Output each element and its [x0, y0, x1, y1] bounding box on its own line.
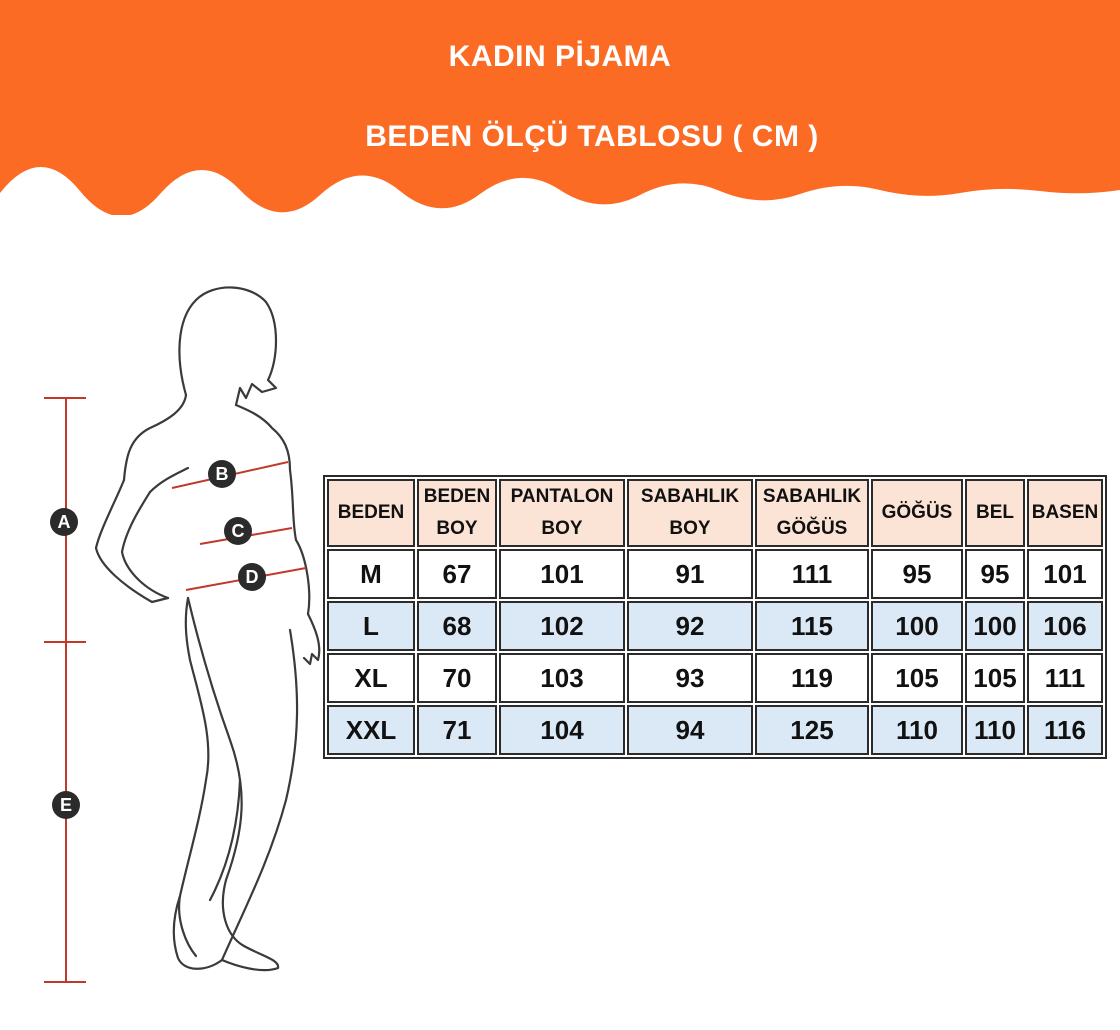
cell-sabahlik-gogus: 111 [755, 549, 869, 599]
cell-sabahlik-gogus: 125 [755, 705, 869, 755]
cell-pantalon-boy: 101 [499, 549, 625, 599]
cell-basen: 116 [1027, 705, 1103, 755]
cell-size: L [327, 601, 415, 651]
cell-sabahlik-boy: 93 [627, 653, 753, 703]
cell-basen: 101 [1027, 549, 1103, 599]
cell-gogus: 100 [871, 601, 963, 651]
header-background [0, 0, 1120, 215]
page-subtitle: BEDEN ÖLÇÜ TABLOSU ( CM ) [365, 120, 819, 153]
cell-bel: 105 [965, 653, 1025, 703]
header-banner [0, 0, 1120, 215]
cell-beden-boy: 70 [417, 653, 497, 703]
cell-bel: 95 [965, 549, 1025, 599]
cell-pantalon-boy: 104 [499, 705, 625, 755]
column-header-basen: BASEN [1027, 479, 1103, 547]
table-row-xl [327, 653, 1103, 703]
size-chart-table [323, 475, 1107, 759]
measure-ruler [44, 398, 86, 982]
cell-sabahlik-boy: 91 [627, 549, 753, 599]
cell-beden-boy: 67 [417, 549, 497, 599]
cell-pantalon-boy: 102 [499, 601, 625, 651]
svg-text:A: A [57, 512, 71, 532]
marker-b [208, 460, 236, 488]
table-header-row [327, 479, 1103, 547]
cell-beden-boy: 71 [417, 705, 497, 755]
cell-basen: 106 [1027, 601, 1103, 651]
cell-sabahlik-boy: 94 [627, 705, 753, 755]
svg-text:D: D [245, 567, 259, 587]
cell-size: M [327, 549, 415, 599]
marker-a [50, 508, 78, 536]
page-title: KADIN PİJAMA [448, 40, 672, 73]
table-row-m [327, 549, 1103, 599]
column-header-gogus: GÖĞÜS [871, 479, 963, 547]
svg-text:E: E [59, 795, 73, 815]
marker-d [238, 563, 266, 591]
cell-sabahlik-gogus: 119 [755, 653, 869, 703]
cell-bel: 100 [965, 601, 1025, 651]
table-row-xxl [327, 705, 1103, 755]
marker-e [52, 791, 80, 819]
column-header-beden: BEDEN [327, 479, 415, 547]
cell-sabahlik-boy: 92 [627, 601, 753, 651]
svg-text:B: B [215, 464, 229, 484]
cell-beden-boy: 68 [417, 601, 497, 651]
cell-bel: 110 [965, 705, 1025, 755]
column-header-sabahlik-boy: SABAHLIK BOY [627, 479, 753, 547]
column-header-beden-boy: BEDEN BOY [417, 479, 497, 547]
column-header-bel: BEL [965, 479, 1025, 547]
body-figure-illustration [0, 270, 340, 1010]
cell-basen: 111 [1027, 653, 1103, 703]
svg-text:C: C [231, 521, 245, 541]
cell-size: XXL [327, 705, 415, 755]
cell-gogus: 110 [871, 705, 963, 755]
column-header-sabahlik-gogus: SABAHLIK GÖĞÜS [755, 479, 869, 547]
cell-gogus: 95 [871, 549, 963, 599]
cell-pantalon-boy: 103 [499, 653, 625, 703]
cell-gogus: 105 [871, 653, 963, 703]
column-header-pantalon-boy: PANTALON BOY [499, 479, 625, 547]
cell-size: XL [327, 653, 415, 703]
table-row-l [327, 601, 1103, 651]
cell-sabahlik-gogus: 115 [755, 601, 869, 651]
silhouette-outline [96, 287, 319, 970]
marker-c [224, 517, 252, 545]
